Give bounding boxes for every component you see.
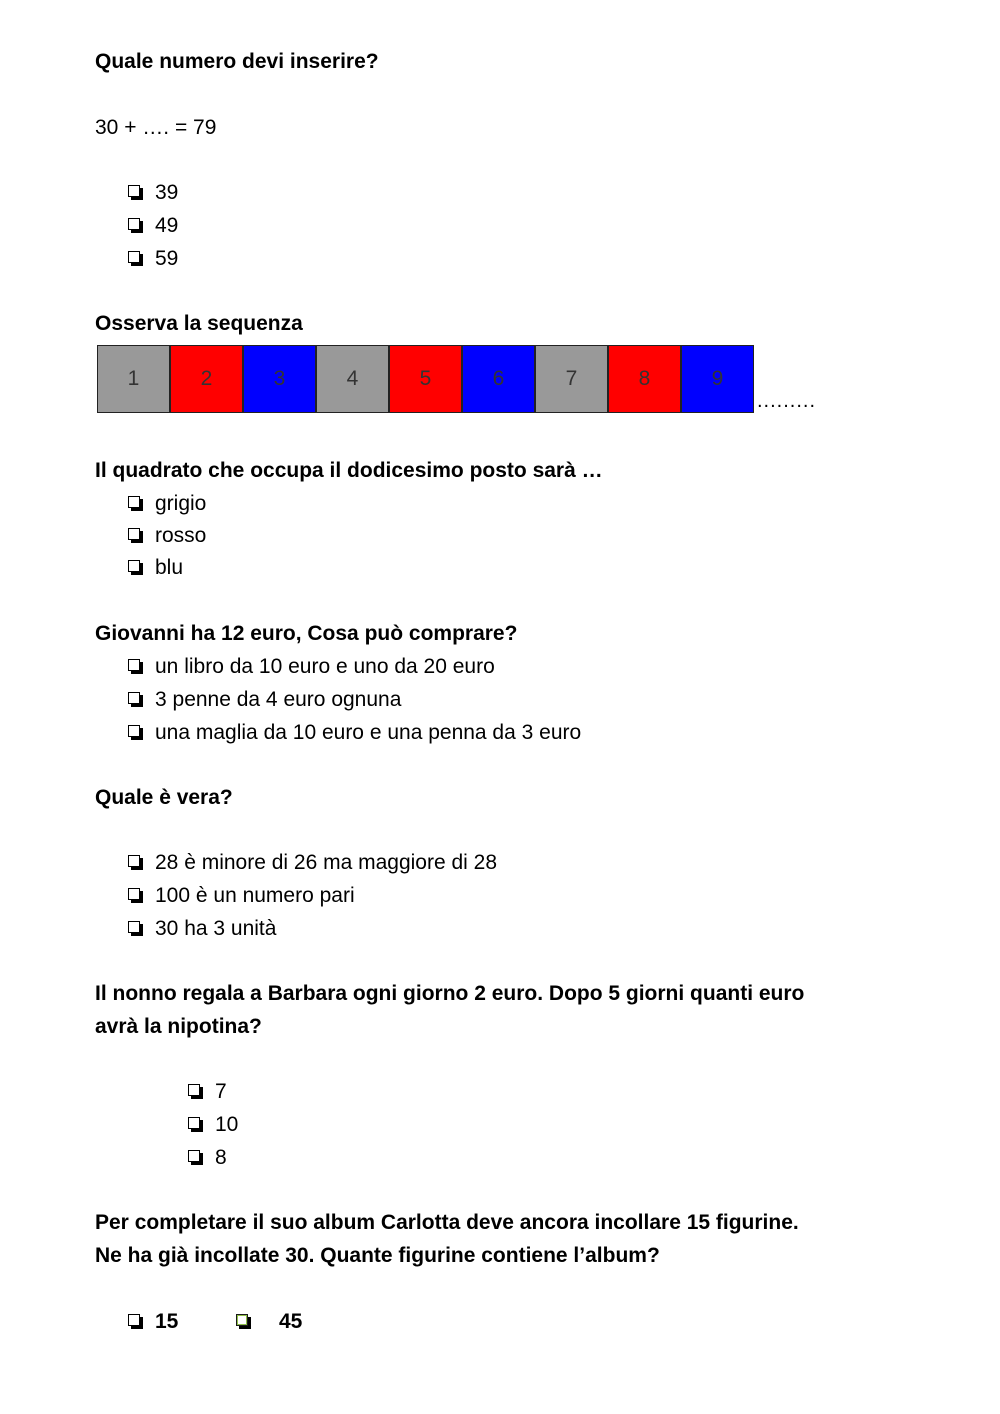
sequence-number: 4 (346, 367, 359, 390)
option-q4-b[interactable] (128, 879, 355, 912)
sequence-number: 7 (565, 367, 578, 390)
option-q2-a[interactable] (128, 487, 206, 520)
option-q3-c[interactable] (128, 716, 581, 749)
option-q5-c[interactable] (188, 1141, 227, 1174)
option-label: blu (155, 556, 184, 579)
checkbox-icon[interactable] (188, 1150, 203, 1165)
option-label: 49 (155, 214, 179, 237)
checkbox-icon[interactable] (128, 692, 143, 707)
checkbox-icon[interactable] (128, 528, 143, 543)
checkbox-icon[interactable] (128, 921, 143, 936)
sequence-number: 3 (273, 367, 286, 390)
sequence-number: 9 (711, 367, 724, 390)
option-q4-c[interactable] (128, 912, 276, 945)
option-label: 100 è un numero pari (155, 884, 355, 907)
option-label: 10 (215, 1113, 239, 1136)
sequence-square-4 (316, 345, 389, 413)
sequence-number: 2 (200, 367, 213, 390)
sequence-square-3 (243, 345, 316, 413)
checkbox-icon[interactable] (128, 659, 143, 674)
option-q2-b[interactable] (128, 519, 206, 552)
question-2-title: Osserva la sequenza (95, 312, 303, 335)
option-label: 45 (279, 1310, 303, 1333)
color-sequence (97, 345, 754, 413)
checkbox-icon[interactable] (128, 888, 143, 903)
checkbox-icon[interactable] (128, 1314, 143, 1329)
question-1-title: Quale numero devi inserire? (95, 50, 379, 73)
option-label: rosso (155, 524, 207, 547)
option-q5-b[interactable] (188, 1108, 238, 1141)
option-label: 8 (215, 1146, 227, 1169)
sequence-number: 8 (638, 367, 651, 390)
question-5-title-line-1: Il nonno regala a Barbara ogni giorno 2 euro. Dopo 5 giorni quanti euro (95, 982, 805, 1005)
question-4-title: Quale è vera? (95, 786, 233, 809)
checkbox-icon[interactable] (128, 560, 143, 575)
option-label: grigio (155, 492, 207, 515)
sequence-continuation: ......... (757, 390, 817, 412)
option-q4-a[interactable] (128, 846, 497, 879)
option-q5-a[interactable] (188, 1075, 227, 1108)
option-q3-b[interactable] (128, 683, 401, 716)
question-3-title: Giovanni ha 12 euro, Cosa può comprare? (95, 622, 518, 645)
sequence-square-8 (608, 345, 681, 413)
sequence-square-9 (681, 345, 754, 413)
question-5-title-line-2: avrà la nipotina? (95, 1015, 262, 1038)
option-label: una maglia da 10 euro e una penna da 3 euro (155, 721, 582, 744)
sequence-number: 6 (492, 367, 505, 390)
checkbox-icon[interactable] (128, 725, 143, 740)
sequence-number: 1 (127, 367, 140, 390)
question-1-equation: 30 + …. = 79 (95, 116, 217, 139)
option-q3-a[interactable] (128, 650, 495, 683)
option-q1-b[interactable] (128, 209, 178, 242)
option-q6-b[interactable] (236, 1305, 302, 1338)
option-label: 7 (215, 1080, 227, 1103)
option-label: 30 ha 3 unità (155, 917, 277, 940)
question-2-question: Il quadrato che occupa il dodicesimo posto sarà … (95, 459, 603, 482)
question-6-title-line-1: Per completare il suo album Carlotta deve ancora incollare 15 figurine. (95, 1211, 799, 1234)
checkbox-icon[interactable] (128, 185, 143, 200)
checkbox-icon[interactable] (188, 1084, 203, 1099)
option-q6-a[interactable] (128, 1305, 178, 1338)
checkbox-icon[interactable] (128, 496, 143, 511)
option-q1-a[interactable] (128, 176, 178, 209)
checkbox-icon[interactable] (128, 218, 143, 233)
checkbox-icon[interactable] (128, 855, 143, 870)
checkbox-icon[interactable] (236, 1314, 251, 1329)
option-label: 3 penne da 4 euro ognuna (155, 688, 402, 711)
option-q1-c[interactable] (128, 242, 178, 275)
checkbox-icon[interactable] (188, 1117, 203, 1132)
sequence-square-5 (389, 345, 462, 413)
sequence-square-1 (97, 345, 170, 413)
option-q2-c[interactable] (128, 551, 183, 584)
option-label: 59 (155, 247, 179, 270)
option-label: 28 è minore di 26 ma maggiore di 28 (155, 851, 498, 874)
sequence-number: 5 (419, 367, 432, 390)
sequence-square-2 (170, 345, 243, 413)
option-label: 15 (155, 1310, 179, 1333)
checkbox-icon[interactable] (128, 251, 143, 266)
question-6-title-line-2: Ne ha già incollate 30. Quante figurine contiene l’album? (95, 1244, 660, 1267)
option-label: 39 (155, 181, 179, 204)
option-label: un libro da 10 euro e uno da 20 euro (155, 655, 495, 678)
sequence-square-6 (462, 345, 535, 413)
sequence-square-7 (535, 345, 608, 413)
